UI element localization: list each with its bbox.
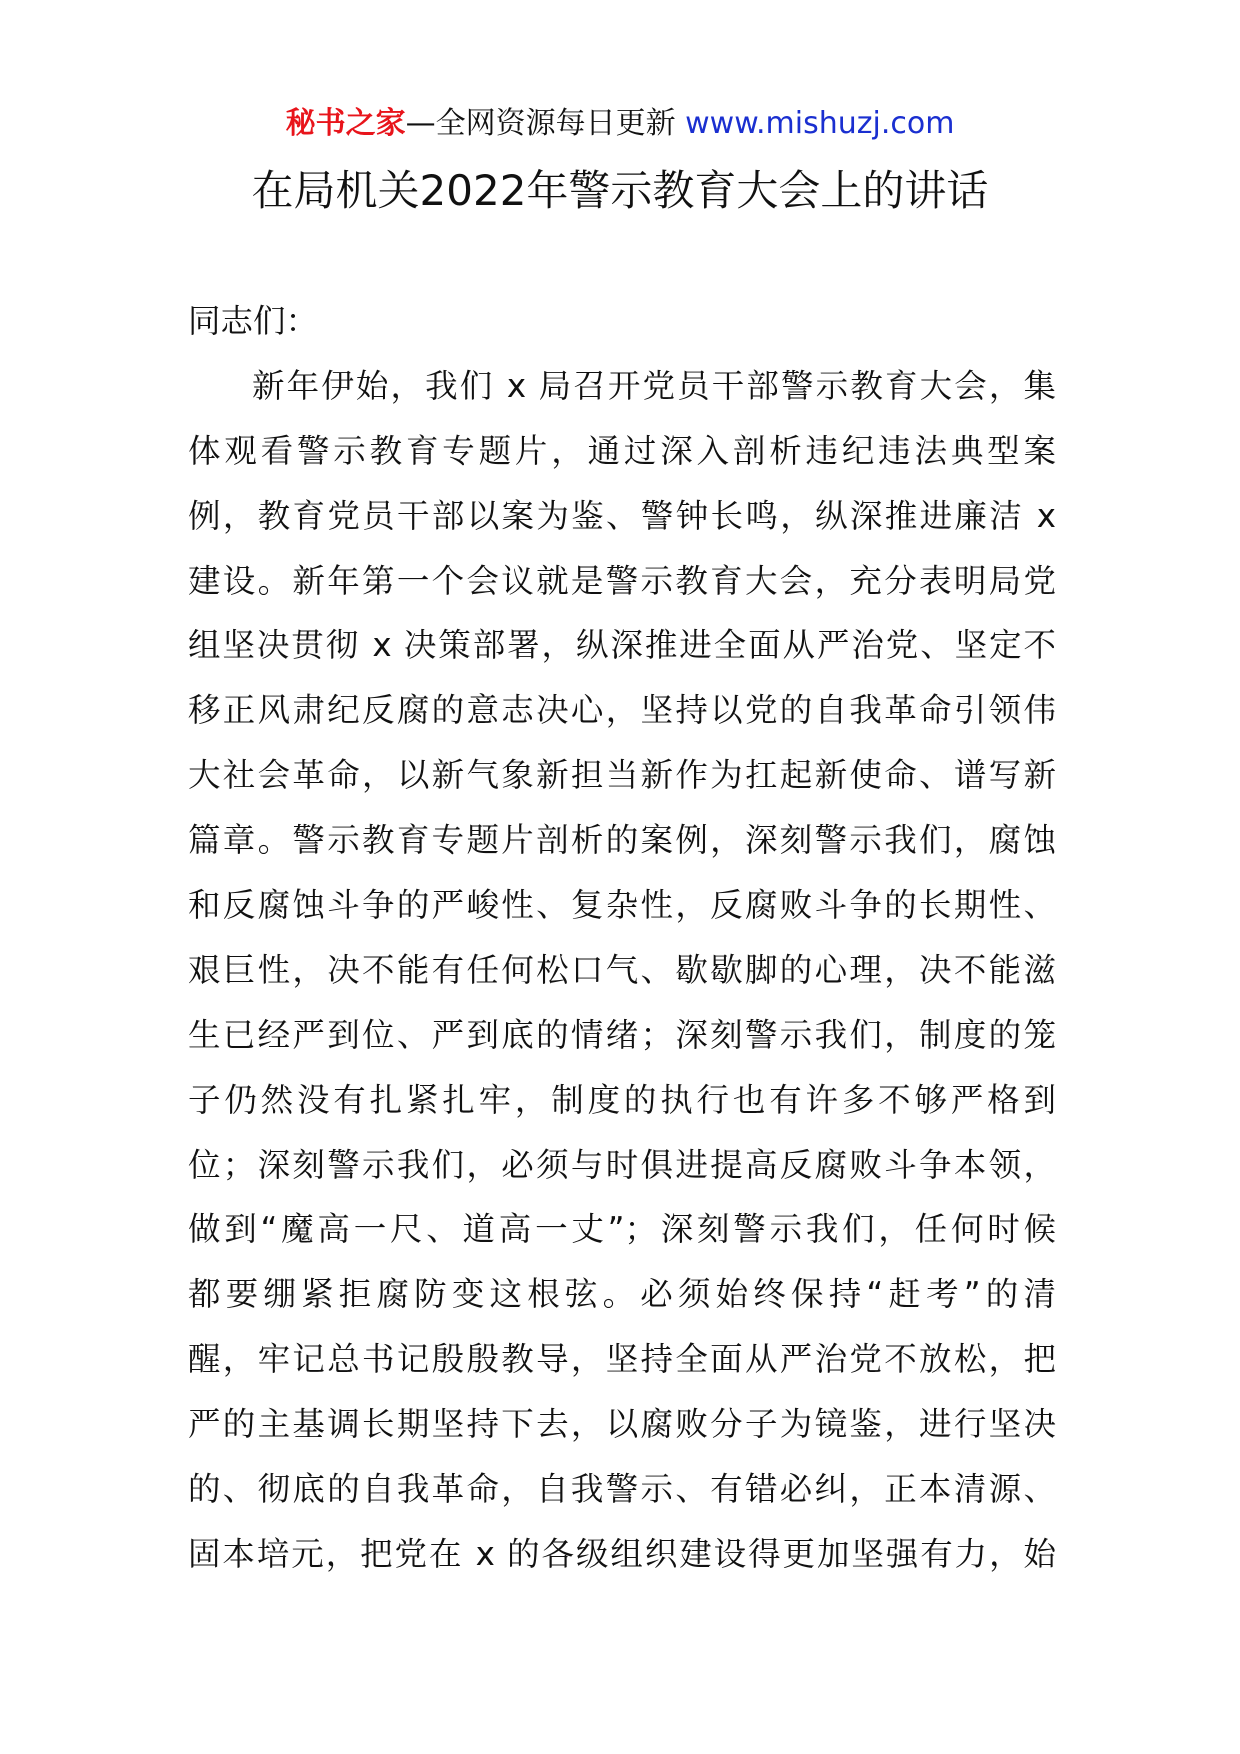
paragraph-line: 做到“魔高一尺、道高一丈”；深刻警示我们，任何时候 [188,1210,1056,1249]
paragraph-line: 的、彻底的自我革命，自我警示、有错必纠，正本清源、 [188,1470,1056,1509]
document-title: 在局机关2022年警示教育大会上的讲话 [251,166,989,215]
site-header [0,104,1240,144]
paragraph-line: 和反腐蚀斗争的严峻性、复杂性，反腐败斗争的长期性、 [188,886,1056,925]
paragraph-line: 固本培元，把党在 x 的各级组织建设得更加坚强有力，始 [188,1534,1056,1573]
paragraph-line: 组坚决贯彻 x 决策部署，纵深推进全面从严治党、坚定不 [188,626,1056,665]
paragraph-line: 体观看警示教育专题片，通过深入剖析违纪违法典型案 [188,431,1056,470]
paragraph-line: 生已经严到位、严到底的情绪；深刻警示我们，制度的笼 [188,1015,1056,1054]
site-url-link[interactable]: www.mishuzj.com [685,106,955,141]
paragraph-line: 篇章。警示教育专题片剖析的案例，深刻警示我们，腐蚀 [188,821,1056,860]
site-brand: 秘书之家 [285,106,406,141]
document-body [188,289,1056,1587]
paragraph-line: 艰巨性，决不能有任何松口气、歇歇脚的心理，决不能滋 [188,950,1056,989]
paragraph-line: 建设。新年第一个会议就是警示教育大会，充分表明局党 [188,561,1056,600]
paragraph-line: 例，教育党员干部以案为鉴、警钟长鸣，纵深推进廉洁 x [188,496,1056,535]
site-tagline: —全网资源每日更新 [405,106,676,141]
paragraph-line: 位；深刻警示我们，必须与时俱进提高反腐败斗争本领， [188,1145,1056,1184]
paragraph-line: 都要绷紧拒腐防变这根弦。必须始终保持“赶考”的清 [188,1275,1056,1314]
salutation: 同志们： [188,302,319,340]
paragraph-line: 移正风肃纪反腐的意志决心，坚持以党的自我革命引领伟 [188,691,1056,730]
paragraph-line: 醒，牢记总书记殷殷教导，坚持全面从严治党不放松，把 [188,1340,1056,1379]
paragraph-line: 新年伊始，我们 x 局召开党员干部警示教育大会，集 [252,366,1056,405]
paragraph-line: 严的主基调长期坚持下去，以腐败分子为镜鉴，进行坚决 [188,1405,1056,1444]
paragraph-line: 大社会革命，以新气象新担当新作为扛起新使命、谱写新 [188,756,1056,795]
paragraph-line: 子仍然没有扎紧扎牢，制度的执行也有许多不够严格到 [188,1080,1056,1119]
